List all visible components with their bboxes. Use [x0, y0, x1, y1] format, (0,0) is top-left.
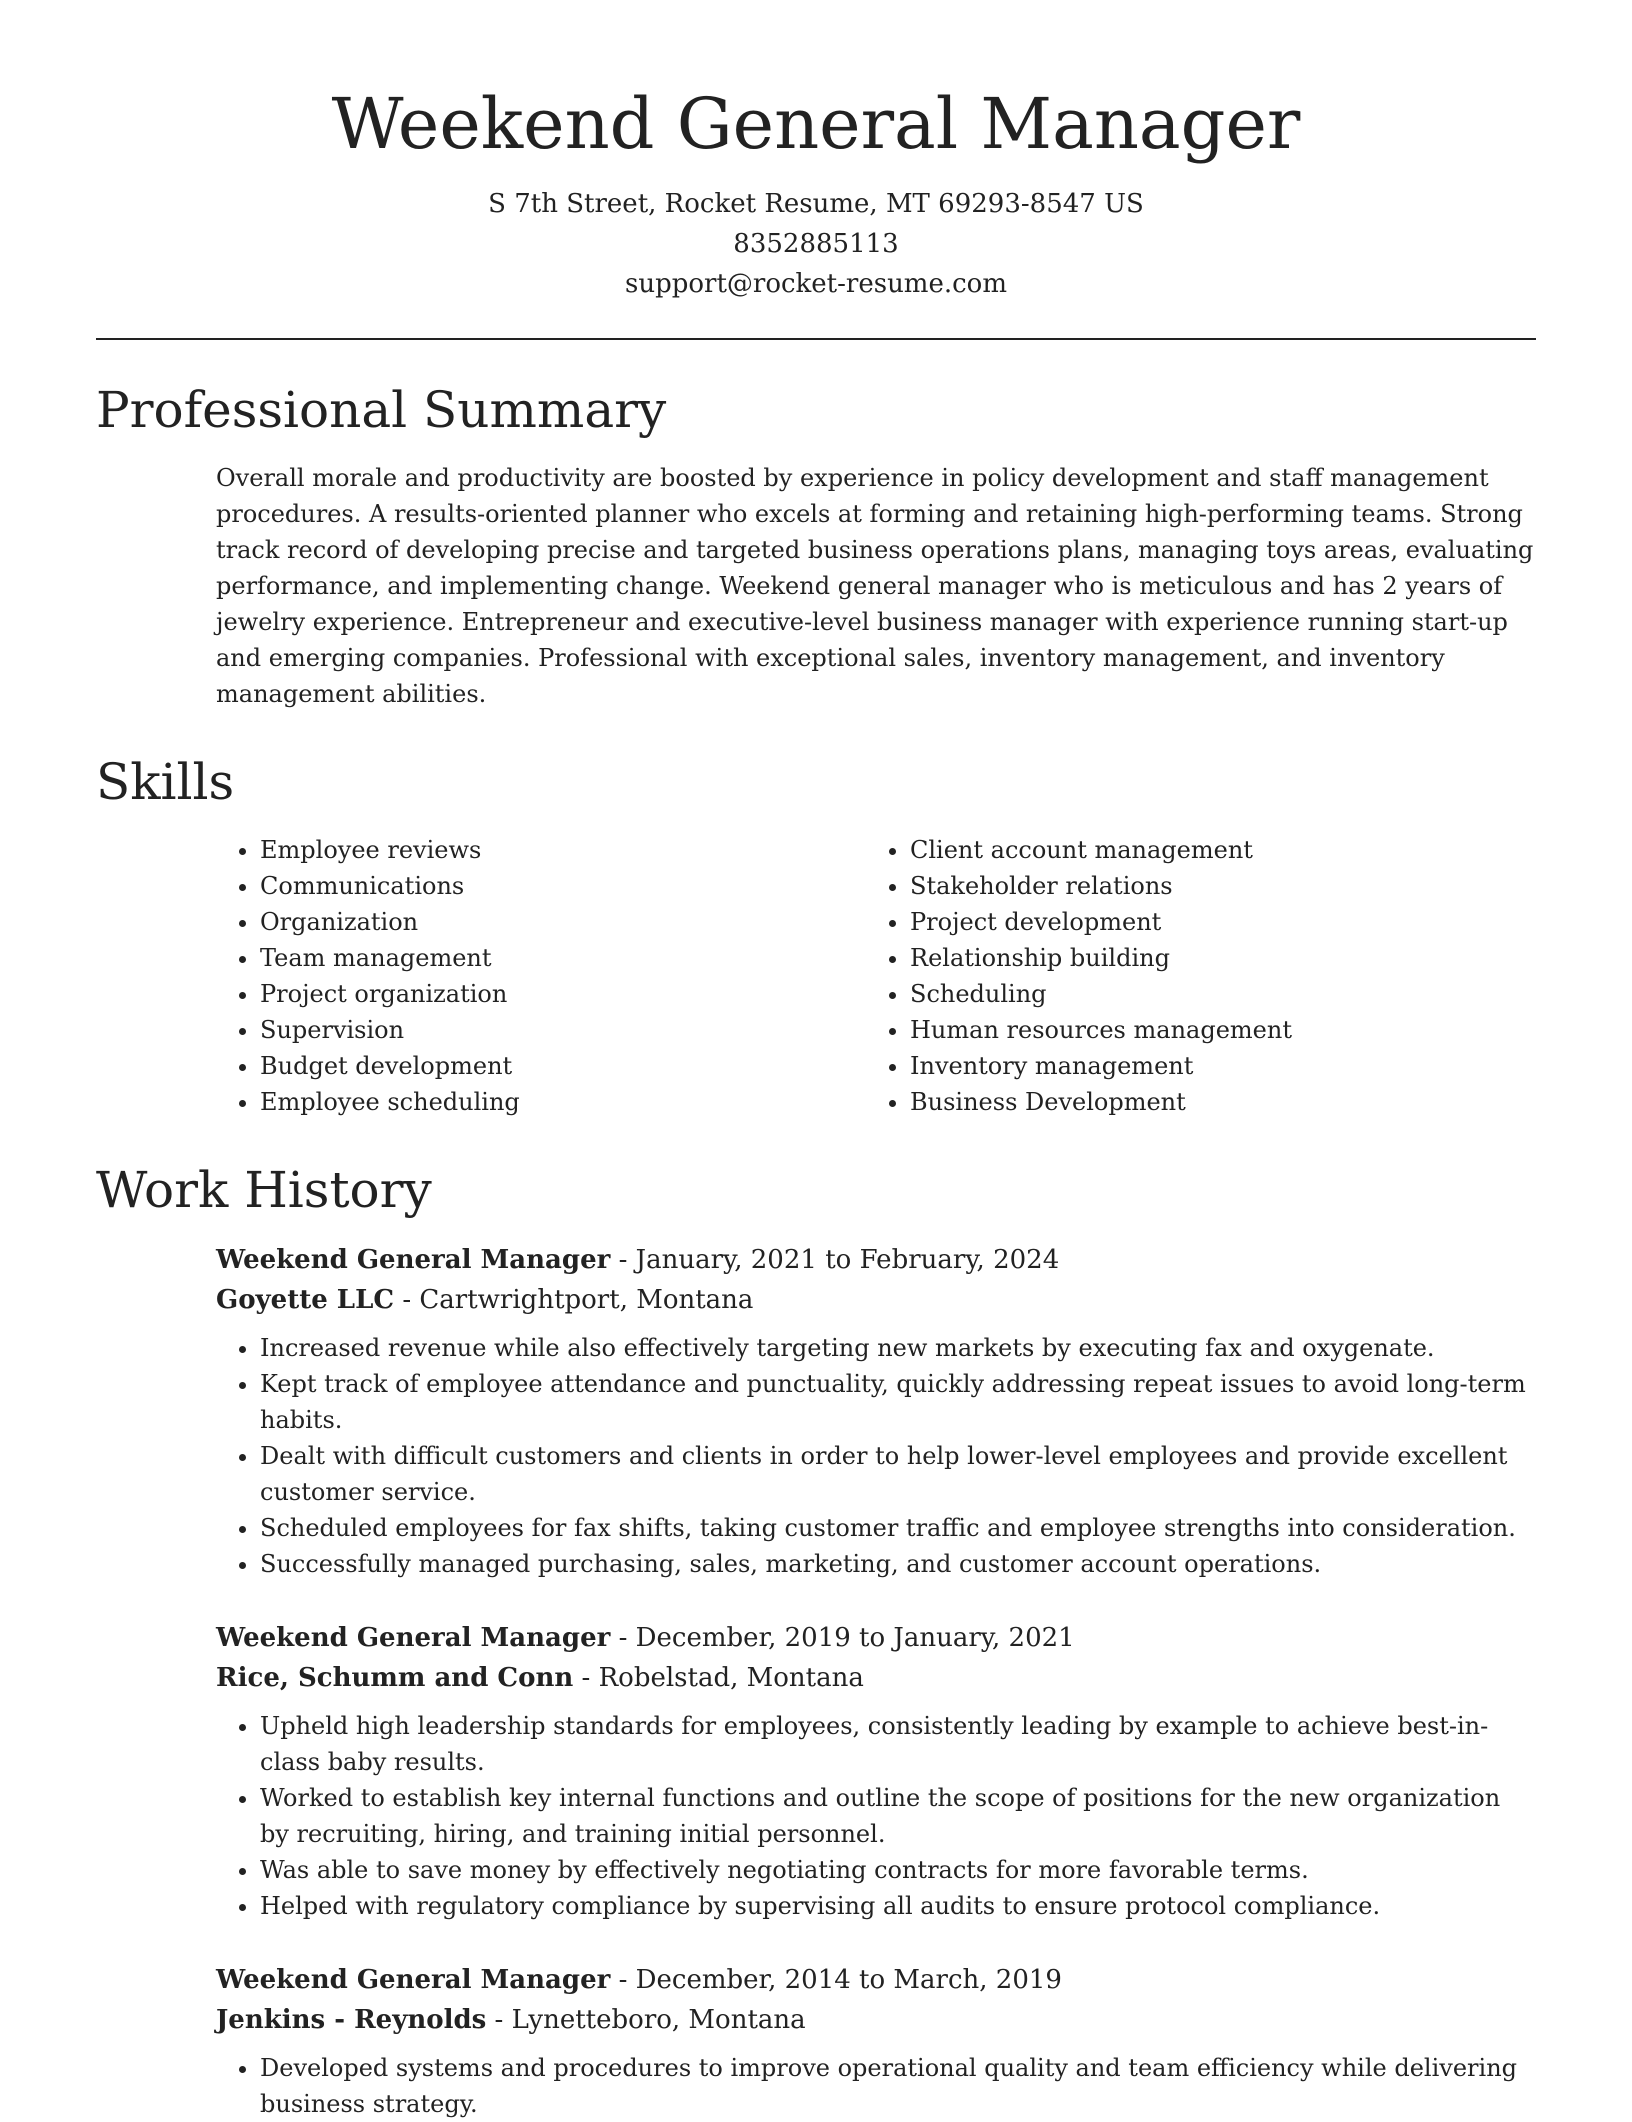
job-bullet: • Upheld high leadership standards for employees, consistently leading by example to achieve best-in-class baby results.	[260, 1708, 1536, 1780]
skill-item: • Business Development	[910, 1084, 1516, 1120]
job-company: Rice, Schumm and Conn	[216, 1663, 574, 1693]
skill-item: • Budget development	[260, 1048, 866, 1084]
job-bullet: • Helped with regulatory compliance by supervising all audits to ensure protocol compliance.	[260, 1888, 1536, 1924]
skill-item: • Team management	[260, 940, 866, 976]
job-title: Weekend General Manager	[216, 1965, 611, 1995]
job-bullets	[216, 2050, 1536, 2122]
skill-item: • Relationship building	[910, 940, 1516, 976]
skills-list	[216, 832, 1536, 1120]
separator: -	[581, 1663, 599, 1693]
skill-item: • Employee scheduling	[260, 1084, 866, 1120]
separator: -	[618, 1245, 636, 1275]
job-location: Cartwrightport, Montana	[419, 1285, 754, 1315]
skill-item: • Communications	[260, 868, 866, 904]
separator: -	[618, 1623, 636, 1653]
contact-block	[96, 184, 1536, 304]
skill-item: • Project development	[910, 904, 1516, 940]
resume-header	[96, 0, 1536, 304]
separator: -	[494, 2005, 512, 2035]
job-title-line	[216, 1240, 1536, 1280]
job-title: Weekend General Manager	[216, 1623, 611, 1653]
job-location: Lynetteboro, Montana	[511, 2005, 806, 2035]
header-divider	[96, 338, 1536, 340]
job-bullet: • Was able to save money by effectively negotiating contracts for more favorable terms.	[260, 1852, 1536, 1888]
job-entry	[216, 1240, 1536, 1582]
phone-line: 8352885113	[733, 229, 899, 259]
separator: -	[402, 1285, 420, 1315]
job-entry	[216, 1618, 1536, 1924]
job-bullets	[216, 1330, 1536, 1582]
skill-item: • Employee reviews	[260, 832, 866, 868]
skill-item: • Client account management	[910, 832, 1516, 868]
skills-column-right	[866, 832, 1516, 1120]
job-entry	[216, 1960, 1536, 2122]
job-bullet: • Successfully managed purchasing, sales, marketing, and customer account operations.	[260, 1546, 1536, 1582]
job-bullets	[216, 1708, 1536, 1924]
job-dates: January, 2021 to February, 2024	[635, 1245, 1060, 1275]
skill-item: • Human resources management	[910, 1012, 1516, 1048]
job-dates: December, 2014 to March, 2019	[635, 1965, 1062, 1995]
job-company-line	[216, 1658, 1536, 1698]
skill-item: • Project organization	[260, 976, 866, 1012]
address-line: S 7th Street, Rocket Resume, MT 69293-8547 US	[488, 189, 1144, 219]
job-company-line	[216, 2000, 1536, 2040]
job-company: Jenkins - Reynolds	[216, 2005, 487, 2035]
job-bullet: • Scheduled employees for fax shifts, taking customer traffic and employee strengths into consideration.	[260, 1510, 1536, 1546]
job-bullet: • Dealt with difficult customers and clients in order to help lower-level employees and provide excellent customer service.	[260, 1438, 1536, 1510]
job-title: Weekend General Manager	[216, 1245, 611, 1275]
job-company-line	[216, 1280, 1536, 1320]
skills-heading: Skills	[96, 753, 235, 811]
separator: -	[618, 1965, 636, 1995]
job-title-line	[216, 1618, 1536, 1658]
skills-column-left	[216, 832, 866, 1120]
summary-heading: Professional Summary	[96, 381, 667, 439]
job-location: Robelstad, Montana	[598, 1663, 864, 1693]
skill-item: • Stakeholder relations	[910, 868, 1516, 904]
job-bullet: • Increased revenue while also effectively targeting new markets by executing fax and oxygenate.	[260, 1330, 1536, 1366]
job-bullet: • Kept track of employee attendance and punctuality, quickly addressing repeat issues to avoid long-term habits.	[260, 1366, 1536, 1438]
job-bullet: • Developed systems and procedures to improve operational quality and team efficiency while delivering business strategy.	[260, 2050, 1536, 2122]
job-company: Goyette LLC	[216, 1285, 395, 1315]
job-title-line	[216, 1960, 1536, 2000]
job-bullet: • Worked to establish key internal functions and outline the scope of positions for the new organization by recruiting, hiring, and training initial personnel.	[260, 1780, 1536, 1852]
email-line: support@rocket-resume.com	[624, 269, 1007, 299]
job-dates: December, 2019 to January, 2021	[635, 1623, 1075, 1653]
summary-text: Overall morale and productivity are boosted by experience in policy development and staff management procedures. A results-oriented planner who excels at forming and retaining high-performing teams. Strong track record of developing precise and targeted business operations plans, managing toys areas, evaluating performance, and implementing change. Weekend general manager who is meticulous and has 2 years of jewelry experience. Entrepreneur and executive-level business manager with experience running start-up and emerging companies. Professional with exceptional sales, inventory management, and inventory management abilities.	[216, 464, 1534, 708]
skill-item: • Scheduling	[910, 976, 1516, 1012]
skill-item: • Supervision	[260, 1012, 866, 1048]
skill-item: • Organization	[260, 904, 866, 940]
work-history-heading: Work History	[96, 1161, 432, 1219]
candidate-name: Weekend General Manager	[331, 83, 1301, 165]
skill-item: • Inventory management	[910, 1048, 1516, 1084]
